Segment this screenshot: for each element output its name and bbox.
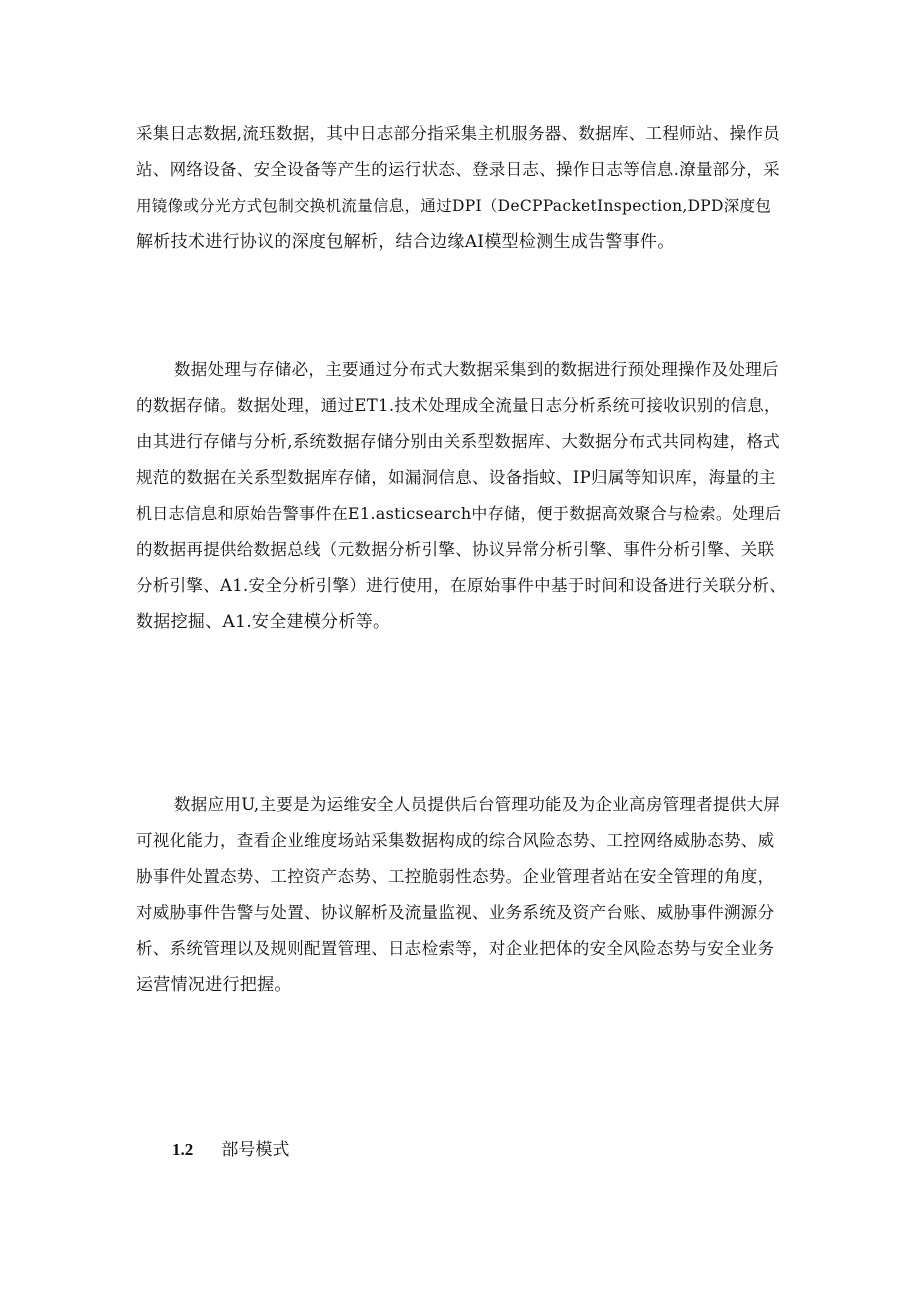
section-number: 1.2 bbox=[172, 1140, 194, 1159]
paragraph-line: 数据处理与存储必，主要通过分布式大数据采集到的数据进行预处理操作及处理后 bbox=[174, 360, 779, 379]
paragraph-line: 解析技术进行协议的深度包解析，结合边缘AI模型检测生成告警事件。 bbox=[136, 232, 675, 252]
paragraph-line: 用镜像或分光方式包制交换机流量信息，通过DPI（DeCPPacketInspection,DPD深度包 bbox=[136, 197, 772, 215]
paragraph-data-application bbox=[136, 787, 786, 1003]
paragraph-line: 站、网络设备、安全设备等产生的运行状态、登录日志、操作日志等信息.潦量部分，采 bbox=[136, 160, 780, 179]
paragraph-line: 的数据存储。数据处理，通过ET1.技术处理成全流量日志分析系统可接收识别的信息， bbox=[136, 396, 781, 415]
paragraph-line: 采集日志数据,流珏数据，其中日志部分指采集主机服务器、数据库、工程师站、操作员 bbox=[136, 124, 780, 143]
paragraph-line: 的数据再提供给数据总线（元数据分析引擎、协议异常分析引擎、事件分析引擎、关联 bbox=[136, 540, 775, 559]
section-title: 部号模式 bbox=[221, 1140, 290, 1160]
paragraph-line: 运营情况进行把握。 bbox=[136, 975, 292, 995]
paragraph-line: 析、系统管理以及规则配置管理、日志检索等，对企业把体的安全风险态势与安全业务 bbox=[136, 939, 775, 958]
paragraph-line: 胁事件处置态势、工控资产态势、工控脆弱性态势。企业管理者站在安全管理的角度， bbox=[136, 867, 775, 886]
paragraph-line: 数据应用U,主要是为运维安全人员提供后台管理功能及为企业高房管理者提供大屏 bbox=[174, 795, 781, 814]
paragraph-line: 数据挖掘、A1.安全建模分析等。 bbox=[136, 612, 391, 632]
paragraph-data-processing bbox=[136, 352, 786, 640]
paragraph-line: 由其进行存储与分析,系统数据存储分别由关系型数据库、大数据分布式共同构建，格式 bbox=[136, 432, 780, 451]
paragraph-line: 可视化能力，查看企业维度场站采集数据构成的综合风险态势、工控网络威胁态势、威 bbox=[136, 831, 775, 850]
paragraph-line: 机日志信息和原始告警事件在E1.asticsearch中存储，便于数据高效聚合与检索。处理后 bbox=[136, 504, 782, 523]
paragraph-line: 对威胁事件告警与处置、协议解析及流量监视、业务系统及资产台账、威胁事件溯源分 bbox=[136, 903, 775, 922]
paragraph-line: 分析引擎、A1.安全分析引擎）进行使用，在原始事件中基于时间和设备进行关联分析、 bbox=[136, 576, 787, 595]
paragraph-line: 规范的数据在关系型数据库存储，如漏洞信息、设备指蚊、IP归属等知识库，海量的主 bbox=[136, 468, 776, 487]
section-heading bbox=[172, 1132, 289, 1168]
paragraph-data-collection bbox=[136, 116, 786, 260]
